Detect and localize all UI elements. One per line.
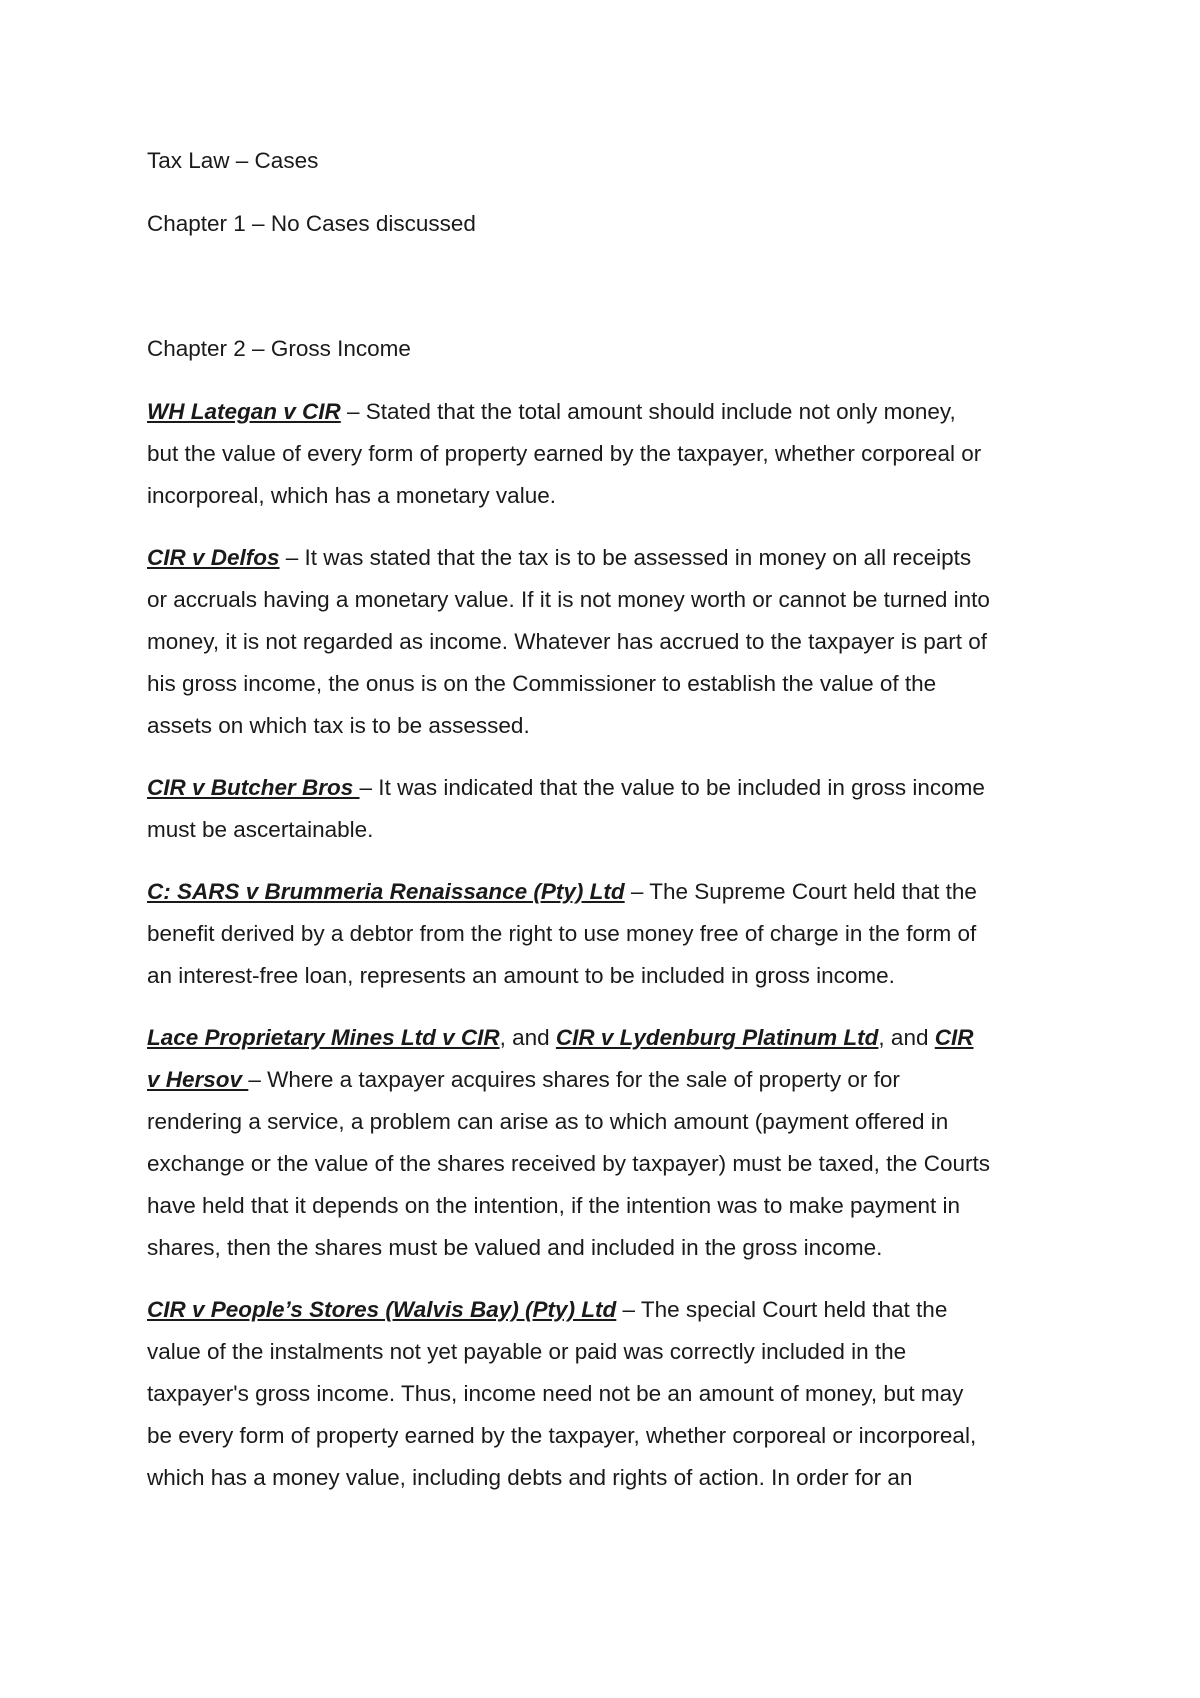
chapter-2-heading: Chapter 2 – Gross Income	[147, 336, 411, 361]
case-paragraph-lategan	[147, 391, 1067, 517]
case-text: but the value of every form of property earned by the taxpayer, whether corporeal or	[147, 441, 982, 466]
case-separator: , and	[878, 1025, 935, 1050]
case-text: incorporeal, which has a monetary value.	[147, 483, 556, 508]
case-text: have held that it depends on the intention, if the intention was to make payment in	[147, 1193, 961, 1218]
case-text: – Where a taxpayer acquires shares for the sale of property or for	[248, 1067, 900, 1092]
case-paragraph-brummeria	[147, 871, 1067, 997]
case-text: assets on which tax is to be assessed.	[147, 713, 530, 738]
case-text: – It was indicated that the value to be included in gross income	[359, 775, 985, 800]
case-name: C: SARS v Brummeria Renaissance (Pty) Ltd	[147, 879, 625, 904]
case-name: WH Lategan v CIR	[147, 399, 341, 424]
case-text: money, it is not regarded as income. Whatever has accrued to the taxpayer is part of	[147, 629, 988, 654]
case-paragraph-butcher-bros	[147, 767, 1067, 851]
case-paragraph-lace-proprietary	[147, 1017, 1067, 1269]
case-text: – It was stated that the tax is to be assessed in money on all receipts	[279, 545, 972, 570]
case-paragraph-delfos	[147, 537, 1067, 747]
case-name: CIR	[934, 1025, 974, 1050]
case-text: benefit derived by a debtor from the right to use money free of charge in the form of	[147, 921, 977, 946]
spacer	[147, 266, 1067, 328]
case-name: Lace Proprietary Mines Ltd v CIR	[147, 1025, 500, 1050]
case-name: CIR v Delfos	[147, 545, 280, 570]
case-text: his gross income, the onus is on the Commissioner to establish the value of the	[147, 671, 937, 696]
case-name: CIR v Butcher Bros	[147, 775, 360, 800]
case-text: must be ascertainable.	[147, 817, 374, 842]
case-name: v Hersov	[147, 1067, 249, 1092]
chapter-1-heading: Chapter 1 – No Cases discussed	[147, 211, 476, 236]
case-text: which has a money value, including debts and rights of action. In order for an	[147, 1465, 913, 1490]
case-separator: , and	[499, 1025, 556, 1050]
case-text: exchange or the value of the shares received by taxpayer) must be taxed, the Courts	[147, 1151, 990, 1176]
case-text: – The Supreme Court held that the	[624, 879, 977, 904]
case-text: – The special Court held that the	[616, 1297, 948, 1322]
case-text: – Stated that the total amount should include not only money,	[340, 399, 956, 424]
document-title: Tax Law – Cases	[147, 148, 319, 173]
case-text: shares, then the shares must be valued and included in the gross income.	[147, 1235, 883, 1260]
case-text: be every form of property earned by the taxpayer, whether corporeal or incorporeal,	[147, 1423, 977, 1448]
case-paragraph-peoples-stores	[147, 1289, 1067, 1499]
case-text: or accruals having a monetary value. If it is not money worth or cannot be turned into	[147, 587, 990, 612]
document-page	[147, 140, 1067, 1519]
case-text: value of the instalments not yet payable or paid was correctly included in the	[147, 1339, 907, 1364]
case-name: CIR v People’s Stores (Walvis Bay) (Pty) Ltd	[147, 1297, 617, 1322]
case-text: an interest-free loan, represents an amount to be included in gross income.	[147, 963, 895, 988]
case-name: CIR v Lydenburg Platinum Ltd	[555, 1025, 879, 1050]
case-text: rendering a service, a problem can arise as to which amount (payment offered in	[147, 1109, 949, 1134]
case-text: taxpayer's gross income. Thus, income need not be an amount of money, but may	[147, 1381, 964, 1406]
